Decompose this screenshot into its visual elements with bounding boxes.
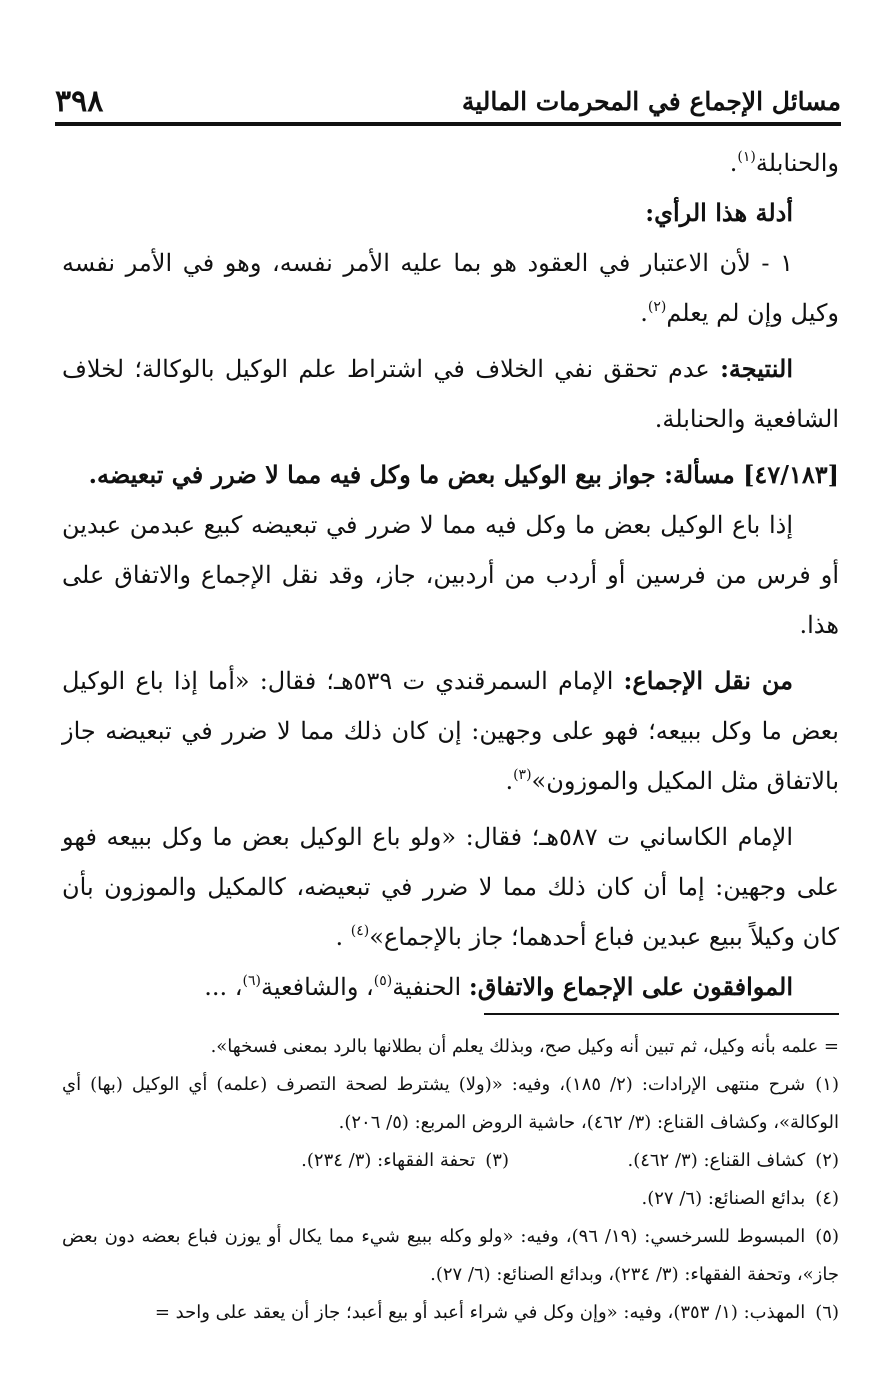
- footnote-6: (٦)المهذب: (١/ ٣٥٣)، وفيه: «وإن وكل في شراء أعبد أو بيع أعبد؛ جاز أن يعقد على واحد =: [154, 1302, 839, 1323]
- footnote-ref-6[interactable]: (٦): [242, 973, 261, 989]
- footnote-ref-4[interactable]: (٤): [350, 923, 370, 939]
- footnote-2: (٢)كشاف القناع: (٣/ ٤٦٢).: [627, 1150, 839, 1171]
- paragraph-agreeing-schools: الموافقون على الإجماع والاتفاق: الحنفية$^{(٥)}$، والشافعية$^{(٦)}$، ...: [204, 972, 793, 1001]
- footnotes: [62, 1028, 839, 1332]
- result-label: النتيجة:: [720, 354, 793, 383]
- footnote-ref-1[interactable]: (١): [737, 149, 756, 165]
- footnote-separator: [484, 1013, 839, 1015]
- footnote-5: (٥)المبسوط للسرخسي: (١٩/ ٩٦)، وفيه: «ولو وكله ببيع شيء مما يكال أو يوزن فباع بعضه دون بعض جاز»، وتحفة الفقهاء: (٣/ ٢٣٤)، وبدائع الصنائع: (٦/ ٢٧).: [62, 1226, 839, 1285]
- main-text: [62, 138, 839, 1012]
- footnote-row-2-3: [62, 1142, 839, 1180]
- paragraph-kasani: الإمام الكاساني ت ٥٨٧هـ؛ فقال: «ولو باع الوكيل بعض ما وكل ببيعه فهو على وجهين: إما أن كان ذلك مما لا ضرر في تبعيضه، كالمكيل والموزون بأن كان وكيلاً ببيع عبدين فباع أحدهما؛ جاز بالإجماع»$^{(٤)}$ .: [62, 823, 839, 951]
- paragraph-hanabila: والحنابلة$^{(١)}$.: [729, 149, 839, 177]
- footnote-1: (١)شرح منتهى الإرادات: (٢/ ١٨٥)، وفيه: «(ولا) يشترط لصحة التصرف (علمه) أي الوكيل (بها) أي الوكالة»، وكشاف القناع: (٣/ ٤٦٢)، حاشية الروض المربع: (٥/ ٢٠٦).: [62, 1074, 839, 1133]
- footnote-continued: = علمه بأنه وكيل، ثم تبين أنه وكيل صح، وبذلك يعلم أن بطلانها بالرد بمعنى فسخها».: [210, 1036, 839, 1057]
- footnote-ref-2[interactable]: (٢): [647, 299, 667, 315]
- footnote-3: (٣)تحفة الفقهاء: (٣/ ٢٣٤).: [301, 1150, 509, 1171]
- book-title: مسائل الإجماع في المحرمات المالية: [461, 87, 841, 116]
- paragraph-evidence-1: ١ - لأن الاعتبار في العقود هو بما عليه الأمر نفسه، وهو في الأمر نفسه وكيل وإن لم يعلم$^{(٢)}$.: [62, 249, 839, 327]
- page-header: [55, 76, 841, 126]
- issue-number: [٤٧/١٨٣]: [743, 460, 839, 489]
- paragraph-samarqandi: من نقل الإجماع: الإمام السمرقندي ت ٥٣٩هـ؛ فقال: «أما إذا باع الوكيل بعض ما وكل ببيعه؛ فهو على وجهين: إن كان ذلك مما لا ضرر في تبعيضه جاز بالاتفاق مثل المكيل والموزون»$^{(٣)}$.: [62, 666, 839, 795]
- issue-title: مسألة: جواز بيع الوكيل بعض ما وكل فيه مما لا ضرر في تبعيضه.: [88, 460, 744, 489]
- paragraph-result: النتيجة: عدم تحقق نفي الخلاف في اشتراط علم الوكيل بالوكالة؛ لخلاف الشافعية والحنابلة.: [62, 354, 839, 433]
- footnote-ref-3[interactable]: (٣): [513, 767, 532, 783]
- evidence-heading: أدلة هذا الرأي:: [645, 198, 793, 227]
- transmitters-label: من نقل الإجماع:: [623, 666, 793, 695]
- footnote-4: (٤)بدائع الصنائع: (٦/ ٢٧).: [641, 1188, 839, 1209]
- footnote-ref-5[interactable]: (٥): [373, 973, 393, 989]
- issue-heading: [62, 450, 839, 500]
- paragraph-issue-description: إذا باع الوكيل بعض ما وكل فيه مما لا ضرر في تبعيضه كبيع عبدمن عبدين أو فرس من فرسين أو أردب من أردبين، جاز، وقد نقل الإجماع والاتفاق على هذا.: [62, 511, 839, 639]
- agreeing-label: الموافقون على الإجماع والاتفاق:: [468, 972, 793, 1001]
- page-number: ٣٩٨: [55, 84, 104, 119]
